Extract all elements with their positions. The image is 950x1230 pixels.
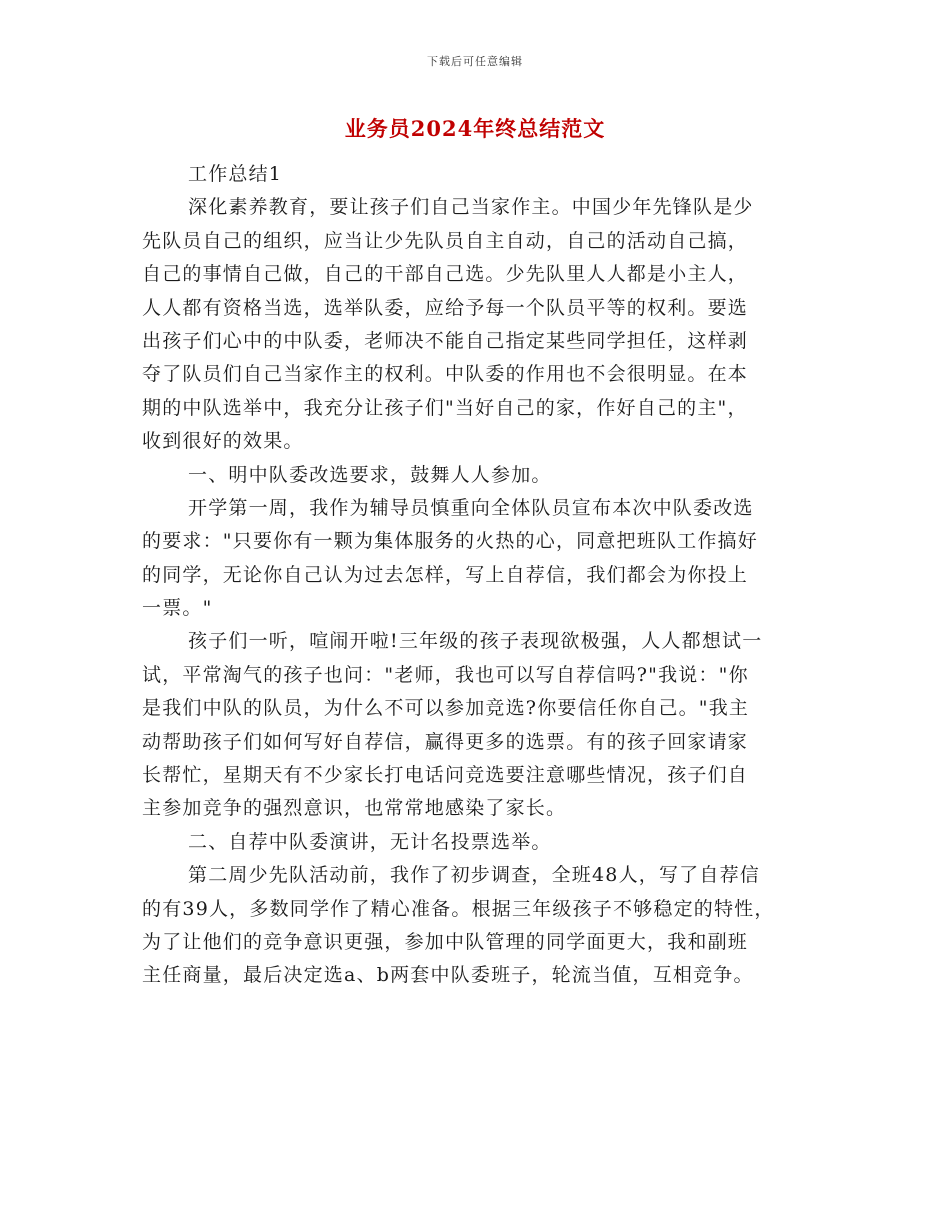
paragraph-line: 主任商量，最后决定选a、b两套中队委班子，轮流当值，互相竞争。 [142, 964, 754, 987]
paragraph-line: 夺了队员们自己当家作主的权利。中队委的作用也不会很明显。在本 [142, 363, 749, 386]
section-heading: 一、明中队委改选要求，鼓舞人人参加。 [188, 463, 552, 486]
paragraph-line: 自己的事情自己做，自己的干部自己选。少先队里人人都是小主人， [142, 263, 749, 286]
paragraph-line: 试，平常淘气的孩子也问："老师，我也可以写自荐信吗?"我说："你 [142, 663, 749, 686]
paragraph-line: 出孩子们心中的中队委，老师决不能自己指定某些同学担任，这样剥 [142, 329, 749, 352]
section-heading: 工作总结1 [188, 163, 283, 185]
paragraph-line: 动帮助孩子们如何写好自荐信，赢得更多的选票。有的孩子回家请家 [142, 730, 749, 753]
paragraph-line: 期的中队选举中，我充分让孩子们"当好自己的家，作好自己的主"， [142, 396, 748, 419]
paragraph-line: 孩子们一听，喧闹开啦!三年级的孩子表现欲极强，人人都想试一 [188, 630, 763, 653]
paragraph-line: 的同学，无论你自己认为过去怎样，写上自荐信，我们都会为你投上 [142, 563, 749, 586]
paragraph-line: 的有39人，多数同学作了精心准备。根据三年级孩子不够稳定的特性， [142, 897, 775, 920]
paragraph-line: 深化素养教育，要让孩子们自己当家作主。中国少年先锋队是少 [188, 196, 754, 219]
paragraph-line: 收到很好的效果。 [142, 430, 304, 453]
paragraph-line: 开学第一周，我作为辅导员慎重向全体队员宣布本次中队委改选 [188, 496, 754, 519]
paragraph-line: 主参加竞争的强烈意识，也常常地感染了家长。 [142, 797, 567, 820]
paragraph-line: 为了让他们的竞争意识更强，参加中队管理的同学面更大，我和副班 [142, 930, 749, 953]
document-body [142, 158, 812, 993]
header-note: 下载后可任意编辑 [427, 55, 523, 68]
paragraph-line: 的要求："只要你有一颗为集体服务的火热的心，同意把班队工作搞好 [142, 530, 758, 553]
paragraph-line: 一票。" [142, 597, 213, 620]
document-title: 业务员2024年终总结范文 [344, 116, 606, 141]
paragraph-line: 人人都有资格当选，选举队委，应给予每一个队员平等的权利。要选 [142, 296, 749, 319]
paragraph-line: 先队员自己的组织，应当让少先队员自主自动，自己的活动自己搞， [142, 229, 749, 252]
paragraph-line: 长帮忙，星期天有不少家长打电话问竞选要注意哪些情况，孩子们自 [142, 764, 749, 787]
paragraph-line: 是我们中队的队员，为什么不可以参加竞选?你要信任你自己。"我主 [142, 697, 750, 720]
section-heading: 二、自荐中队委演讲，无计名投票选举。 [188, 830, 552, 853]
paragraph-line: 第二周少先队活动前，我作了初步调查，全班48人，写了自荐信 [188, 864, 760, 887]
